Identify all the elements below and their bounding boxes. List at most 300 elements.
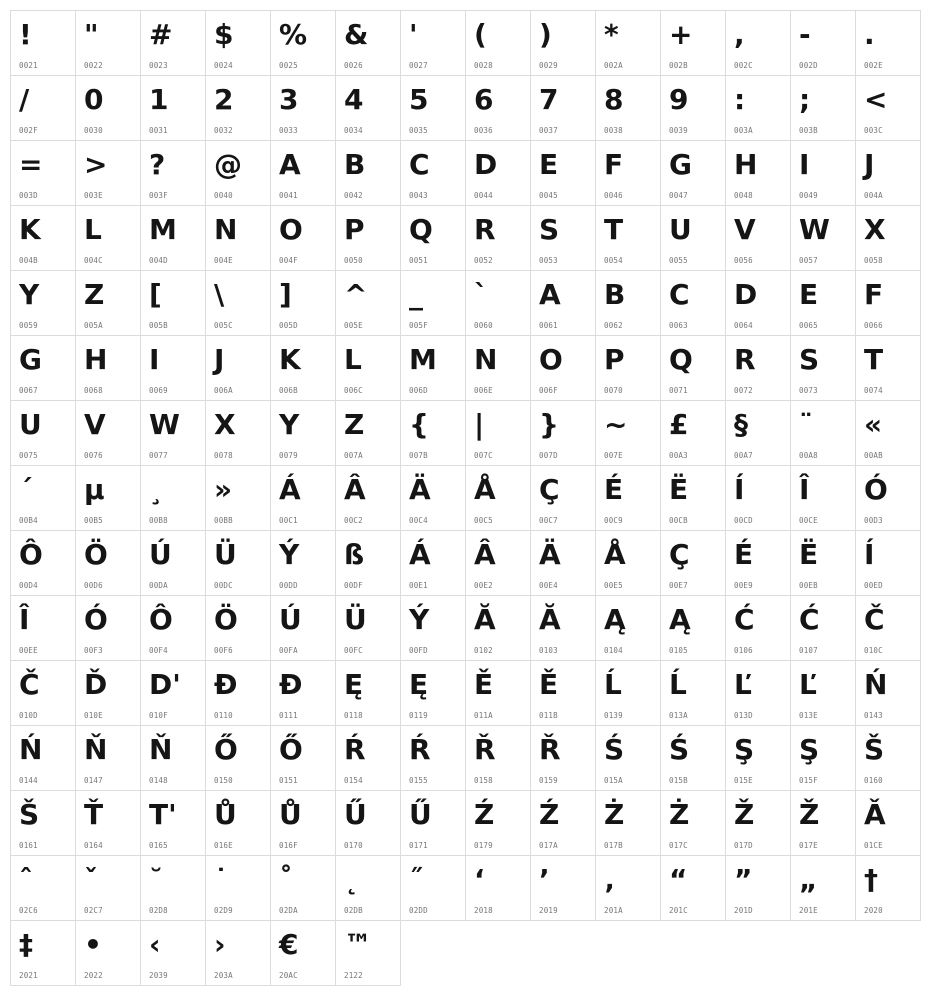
glyph-codepoint: 00D6 [84, 581, 103, 590]
glyph-char: J [864, 148, 875, 181]
glyph-char: Ś [604, 733, 625, 766]
glyph-cell[interactable] [661, 76, 726, 141]
glyph-codepoint: 006F [539, 386, 558, 395]
glyph-cell[interactable] [76, 726, 141, 791]
glyph-cell[interactable] [466, 661, 531, 726]
glyph-cell[interactable] [11, 401, 76, 466]
glyph-codepoint: 0070 [604, 386, 623, 395]
glyph-cell[interactable] [466, 11, 531, 76]
glyph-char: / [19, 83, 30, 116]
glyph-cell[interactable] [401, 401, 466, 466]
glyph-cell[interactable] [76, 141, 141, 206]
glyph-cell[interactable] [466, 466, 531, 531]
glyph-codepoint: 011B [539, 711, 558, 720]
glyph-cell[interactable] [141, 596, 206, 661]
glyph-cell[interactable] [11, 596, 76, 661]
glyph-cell[interactable] [791, 271, 856, 336]
glyph-codepoint: 0048 [734, 191, 753, 200]
glyph-cell[interactable] [531, 531, 596, 596]
glyph-char: Č [864, 603, 885, 636]
glyph-cell[interactable] [596, 531, 661, 596]
glyph-cell[interactable] [206, 206, 271, 271]
glyph-cell[interactable] [661, 661, 726, 726]
glyph-cell[interactable] [11, 531, 76, 596]
glyph-cell[interactable] [401, 531, 466, 596]
glyph-cell[interactable] [271, 141, 336, 206]
glyph-cell[interactable] [531, 596, 596, 661]
glyph-cell[interactable] [856, 726, 921, 791]
glyph-char: Ĺ [669, 668, 687, 701]
glyph-char: ? [149, 148, 166, 181]
glyph-cell[interactable] [206, 661, 271, 726]
glyph-codepoint: 0155 [409, 776, 428, 785]
glyph-cell[interactable] [661, 336, 726, 401]
glyph-char: ' [409, 18, 418, 51]
glyph-cell[interactable] [401, 76, 466, 141]
glyph-char: E [539, 148, 559, 181]
glyph-char: Ľ [734, 668, 752, 701]
glyph-char: ^ [344, 278, 368, 311]
glyph-codepoint: 0078 [214, 451, 233, 460]
glyph-cell[interactable] [401, 856, 466, 921]
glyph-codepoint: 00AB [864, 451, 883, 460]
glyph-char: ; [799, 83, 811, 116]
glyph-char: K [19, 213, 41, 246]
glyph-cell[interactable] [336, 76, 401, 141]
glyph-char: Í [734, 473, 745, 506]
glyph-cell[interactable] [206, 76, 271, 141]
glyph-codepoint: 0028 [474, 61, 493, 70]
glyph-cell[interactable] [401, 141, 466, 206]
glyph-codepoint: 0105 [669, 646, 688, 655]
glyph-char: W [149, 408, 180, 441]
glyph-cell[interactable] [11, 141, 76, 206]
glyph-cell[interactable] [661, 141, 726, 206]
glyph-cell[interactable] [11, 921, 76, 986]
glyph-codepoint: 0047 [669, 191, 688, 200]
glyph-cell[interactable] [141, 726, 206, 791]
glyph-char: U [19, 408, 42, 441]
glyph-cell[interactable] [336, 921, 401, 986]
glyph-codepoint: 00C4 [409, 516, 428, 525]
glyph-cell[interactable] [401, 466, 466, 531]
glyph-cell[interactable] [271, 596, 336, 661]
glyph-codepoint: 00DD [279, 581, 298, 590]
glyph-cell[interactable] [726, 466, 791, 531]
glyph-cell[interactable] [76, 336, 141, 401]
glyph-char: D [734, 278, 758, 311]
glyph-cell[interactable] [726, 661, 791, 726]
glyph-char: ] [279, 278, 292, 311]
glyph-cell[interactable] [596, 661, 661, 726]
glyph-cell[interactable] [466, 401, 531, 466]
glyph-cell[interactable] [791, 726, 856, 791]
glyph-cell[interactable] [466, 76, 531, 141]
glyph-cell[interactable] [791, 206, 856, 271]
glyph-cell[interactable] [726, 141, 791, 206]
glyph-cell[interactable] [596, 206, 661, 271]
glyph-cell[interactable] [206, 466, 271, 531]
glyph-codepoint: 02C6 [19, 906, 38, 915]
glyph-cell[interactable] [401, 726, 466, 791]
glyph-char: Ě [474, 668, 494, 701]
glyph-codepoint: 007E [604, 451, 623, 460]
glyph-char: L [344, 343, 362, 376]
glyph-cell[interactable] [206, 726, 271, 791]
glyph-cell[interactable] [11, 271, 76, 336]
glyph-cell[interactable] [336, 271, 401, 336]
glyph-cell[interactable] [661, 11, 726, 76]
glyph-codepoint: 010C [864, 646, 883, 655]
glyph-cell[interactable] [596, 466, 661, 531]
glyph-cell[interactable] [206, 921, 271, 986]
glyph-cell[interactable] [206, 141, 271, 206]
glyph-cell[interactable] [596, 141, 661, 206]
glyph-cell[interactable] [76, 856, 141, 921]
glyph-cell[interactable] [596, 76, 661, 141]
glyph-codepoint: 0044 [474, 191, 493, 200]
glyph-cell[interactable] [206, 401, 271, 466]
glyph-cell[interactable] [661, 531, 726, 596]
glyph-codepoint: 0034 [344, 126, 363, 135]
glyph-cell[interactable] [856, 76, 921, 141]
glyph-cell[interactable] [11, 661, 76, 726]
glyph-cell[interactable] [661, 726, 726, 791]
glyph-char: Ů [214, 798, 237, 831]
glyph-cell[interactable] [726, 271, 791, 336]
glyph-cell[interactable] [336, 531, 401, 596]
glyph-cell[interactable] [336, 336, 401, 401]
glyph-cell[interactable] [271, 791, 336, 856]
glyph-cell[interactable] [466, 271, 531, 336]
glyph-codepoint: 00B8 [149, 516, 168, 525]
glyph-codepoint: 00A8 [799, 451, 818, 460]
glyph-cell[interactable] [596, 271, 661, 336]
glyph-cell[interactable] [596, 401, 661, 466]
glyph-cell[interactable] [726, 531, 791, 596]
glyph-codepoint: 00FD [409, 646, 428, 655]
glyph-codepoint: 0059 [19, 321, 38, 330]
glyph-cell[interactable] [596, 791, 661, 856]
glyph-char: ” [734, 863, 753, 896]
glyph-cell[interactable] [531, 336, 596, 401]
glyph-cell[interactable] [271, 76, 336, 141]
glyph-cell[interactable] [76, 401, 141, 466]
glyph-char: 5 [409, 83, 429, 116]
glyph-cell[interactable] [206, 11, 271, 76]
glyph-cell[interactable] [141, 141, 206, 206]
glyph-cell[interactable] [726, 76, 791, 141]
glyph-cell[interactable] [531, 401, 596, 466]
glyph-cell[interactable] [76, 531, 141, 596]
glyph-char: J [214, 343, 225, 376]
glyph-char: T [604, 213, 624, 246]
glyph-cell[interactable] [141, 466, 206, 531]
glyph-cell[interactable] [141, 531, 206, 596]
glyph-cell[interactable] [141, 921, 206, 986]
glyph-char: X [864, 213, 886, 246]
glyph-cell[interactable] [271, 401, 336, 466]
glyph-codepoint: 2021 [19, 971, 38, 980]
glyph-cell[interactable] [11, 726, 76, 791]
glyph-cell[interactable] [11, 336, 76, 401]
glyph-cell[interactable] [791, 466, 856, 531]
glyph-cell[interactable] [856, 141, 921, 206]
glyph-cell[interactable] [661, 271, 726, 336]
glyph-codepoint: 0139 [604, 711, 623, 720]
glyph-cell[interactable] [271, 726, 336, 791]
glyph-codepoint: 0040 [214, 191, 233, 200]
glyph-cell[interactable] [271, 206, 336, 271]
glyph-cell[interactable] [531, 856, 596, 921]
glyph-codepoint: 017D [734, 841, 753, 850]
glyph-codepoint: 0022 [84, 61, 103, 70]
glyph-cell[interactable] [141, 206, 206, 271]
glyph-cell[interactable] [401, 11, 466, 76]
glyph-cell[interactable] [206, 596, 271, 661]
glyph-cell[interactable] [856, 531, 921, 596]
glyph-cell[interactable] [466, 596, 531, 661]
glyph-cell[interactable] [466, 141, 531, 206]
glyph-cell[interactable] [531, 206, 596, 271]
glyph-cell[interactable] [76, 661, 141, 726]
glyph-cell[interactable] [856, 206, 921, 271]
glyph-cell[interactable] [141, 11, 206, 76]
glyph-cell[interactable] [336, 596, 401, 661]
glyph-cell[interactable] [726, 401, 791, 466]
glyph-cell[interactable] [531, 466, 596, 531]
glyph-cell[interactable] [141, 271, 206, 336]
glyph-cell[interactable] [726, 726, 791, 791]
glyph-cell[interactable] [726, 206, 791, 271]
glyph-cell[interactable] [336, 791, 401, 856]
glyph-cell[interactable] [531, 271, 596, 336]
glyph-cell[interactable] [856, 856, 921, 921]
glyph-cell[interactable] [336, 466, 401, 531]
glyph-cell[interactable] [271, 921, 336, 986]
glyph-cell[interactable] [531, 76, 596, 141]
glyph-codepoint: 00E4 [539, 581, 558, 590]
glyph-cell[interactable] [271, 11, 336, 76]
glyph-cell[interactable] [76, 791, 141, 856]
glyph-cell[interactable] [206, 791, 271, 856]
glyph-cell[interactable] [11, 11, 76, 76]
glyph-cell[interactable] [271, 531, 336, 596]
glyph-cell[interactable] [791, 336, 856, 401]
glyph-cell[interactable] [661, 596, 726, 661]
glyph-codepoint: 0160 [864, 776, 883, 785]
glyph-codepoint: 015B [669, 776, 688, 785]
glyph-char: É [734, 538, 754, 571]
glyph-cell[interactable] [76, 271, 141, 336]
glyph-cell[interactable] [856, 401, 921, 466]
glyph-cell[interactable] [466, 336, 531, 401]
glyph-char: Ó [84, 603, 108, 636]
glyph-codepoint: 010D [19, 711, 38, 720]
glyph-cell[interactable] [336, 661, 401, 726]
glyph-char: - [799, 18, 811, 51]
glyph-char: Ş [799, 733, 820, 766]
glyph-cell[interactable] [726, 856, 791, 921]
glyph-char: Ź [539, 798, 560, 831]
glyph-cell[interactable] [856, 661, 921, 726]
glyph-cell[interactable] [531, 791, 596, 856]
glyph-cell[interactable] [791, 11, 856, 76]
glyph-cell[interactable] [466, 856, 531, 921]
glyph-cell[interactable] [661, 856, 726, 921]
glyph-cell[interactable] [336, 856, 401, 921]
glyph-cell[interactable] [11, 791, 76, 856]
glyph-cell[interactable] [856, 596, 921, 661]
glyph-cell[interactable] [336, 726, 401, 791]
glyph-cell[interactable] [141, 661, 206, 726]
glyph-cell[interactable] [76, 921, 141, 986]
glyph-codepoint: 004A [864, 191, 883, 200]
glyph-cell[interactable] [531, 661, 596, 726]
glyph-cell[interactable] [271, 271, 336, 336]
glyph-cell[interactable] [531, 141, 596, 206]
glyph-char: Č [19, 668, 40, 701]
glyph-cell[interactable] [141, 791, 206, 856]
glyph-cell[interactable] [661, 401, 726, 466]
glyph-char: H [734, 148, 758, 181]
glyph-cell[interactable] [401, 271, 466, 336]
glyph-char: { [409, 408, 429, 441]
glyph-cell[interactable] [206, 336, 271, 401]
glyph-codepoint: 00D4 [19, 581, 38, 590]
glyph-cell[interactable] [791, 856, 856, 921]
glyph-cell[interactable] [206, 531, 271, 596]
glyph-cell[interactable] [11, 206, 76, 271]
glyph-cell[interactable] [791, 141, 856, 206]
glyph-codepoint: 005F [409, 321, 428, 330]
glyph-cell[interactable] [141, 76, 206, 141]
glyph-codepoint: 0171 [409, 841, 428, 850]
glyph-codepoint: 0077 [149, 451, 168, 460]
glyph-char: D' [149, 668, 181, 701]
glyph-codepoint: 004D [149, 256, 168, 265]
glyph-codepoint: 0037 [539, 126, 558, 135]
glyph-char: £ [669, 408, 689, 441]
glyph-cell[interactable] [466, 791, 531, 856]
glyph-cell[interactable] [726, 596, 791, 661]
glyph-cell[interactable] [661, 791, 726, 856]
glyph-codepoint: 00F6 [214, 646, 233, 655]
glyph-cell[interactable] [76, 206, 141, 271]
glyph-cell[interactable] [401, 791, 466, 856]
glyph-cell[interactable] [76, 466, 141, 531]
glyph-cell[interactable] [466, 531, 531, 596]
glyph-codepoint: 0159 [539, 776, 558, 785]
glyph-cell[interactable] [791, 661, 856, 726]
glyph-char: , [734, 18, 745, 51]
glyph-codepoint: 00CD [734, 516, 753, 525]
glyph-codepoint: 0045 [539, 191, 558, 200]
glyph-cell[interactable] [401, 661, 466, 726]
glyph-cell[interactable] [791, 531, 856, 596]
glyph-cell[interactable] [661, 206, 726, 271]
glyph-cell[interactable] [11, 466, 76, 531]
glyph-cell[interactable] [141, 401, 206, 466]
glyph-cell[interactable] [596, 856, 661, 921]
glyph-cell[interactable] [856, 11, 921, 76]
glyph-codepoint: 00C7 [539, 516, 558, 525]
glyph-cell[interactable] [401, 596, 466, 661]
glyph-char: € [279, 928, 299, 961]
glyph-codepoint: 0053 [539, 256, 558, 265]
glyph-codepoint: 0104 [604, 646, 623, 655]
glyph-cell[interactable] [791, 791, 856, 856]
glyph-cell[interactable] [271, 856, 336, 921]
glyph-char: = [19, 148, 43, 181]
glyph-cell[interactable] [791, 401, 856, 466]
glyph-cell[interactable] [76, 11, 141, 76]
glyph-cell[interactable] [726, 11, 791, 76]
glyph-cell[interactable] [11, 76, 76, 141]
glyph-cell[interactable] [11, 856, 76, 921]
glyph-cell[interactable] [336, 11, 401, 76]
glyph-cell[interactable] [596, 596, 661, 661]
glyph-cell[interactable] [271, 466, 336, 531]
glyph-cell[interactable] [336, 206, 401, 271]
glyph-cell[interactable] [206, 856, 271, 921]
glyph-codepoint: 2022 [84, 971, 103, 980]
glyph-cell[interactable] [856, 336, 921, 401]
glyph-codepoint: 0067 [19, 386, 38, 395]
glyph-cell[interactable] [76, 596, 141, 661]
glyph-cell[interactable] [726, 791, 791, 856]
glyph-cell[interactable] [856, 271, 921, 336]
glyph-cell[interactable] [141, 336, 206, 401]
glyph-codepoint: 017B [604, 841, 623, 850]
glyph-cell[interactable] [726, 336, 791, 401]
glyph-codepoint: 00CE [799, 516, 818, 525]
glyph-cell[interactable] [856, 791, 921, 856]
glyph-cell[interactable] [661, 466, 726, 531]
glyph-cell[interactable] [206, 271, 271, 336]
glyph-char: C [409, 148, 430, 181]
glyph-cell[interactable] [401, 336, 466, 401]
glyph-cell[interactable] [596, 336, 661, 401]
glyph-cell[interactable] [596, 11, 661, 76]
glyph-cell[interactable] [141, 856, 206, 921]
glyph-cell[interactable] [596, 726, 661, 791]
glyph-cell[interactable] [466, 206, 531, 271]
glyph-cell[interactable] [401, 206, 466, 271]
glyph-cell[interactable] [76, 76, 141, 141]
glyph-char: ß [344, 538, 365, 571]
glyph-cell[interactable] [336, 401, 401, 466]
glyph-cell[interactable] [336, 141, 401, 206]
glyph-cell[interactable] [466, 726, 531, 791]
glyph-char: ˘ [149, 863, 163, 896]
glyph-char: Y [19, 278, 40, 311]
glyph-char: L [84, 213, 102, 246]
glyph-cell[interactable] [531, 726, 596, 791]
glyph-cell[interactable] [531, 11, 596, 76]
glyph-char: Ž [734, 798, 755, 831]
glyph-char: X [214, 408, 236, 441]
glyph-cell[interactable] [271, 336, 336, 401]
glyph-cell[interactable] [271, 661, 336, 726]
glyph-char: I [799, 148, 810, 181]
glyph-char: Á [279, 473, 301, 506]
glyph-cell[interactable] [856, 466, 921, 531]
glyph-char: ˚ [279, 863, 293, 896]
glyph-cell[interactable] [791, 76, 856, 141]
glyph-char: M [409, 343, 437, 376]
glyph-cell[interactable] [791, 596, 856, 661]
